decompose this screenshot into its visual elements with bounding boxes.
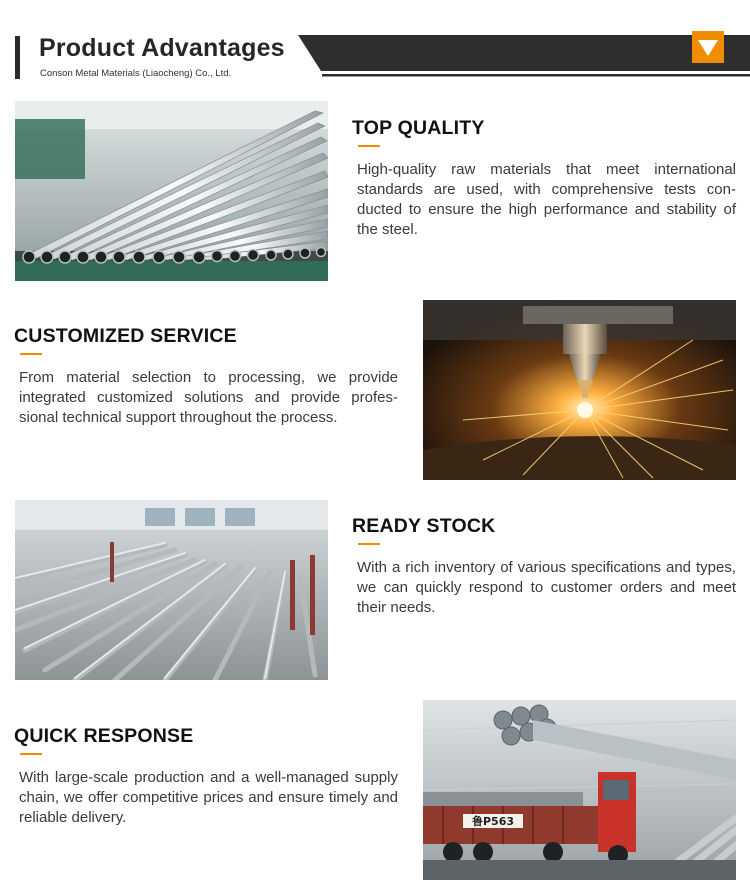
title-underline	[20, 353, 42, 355]
truck-plate-text: 鲁P563	[471, 815, 515, 828]
section-text-customized-service: From material selection to processing, we provide integrated customized solutions and provide profes-sional technical support throughout the process.	[19, 369, 398, 426]
title-underline	[358, 543, 380, 545]
title-underline	[358, 145, 380, 147]
section-title-top-quality: TOP QUALITY	[352, 117, 485, 139]
section-text-ready-stock: With a rich inventory of various specifications and types, we can quickly respond to customer orders and meet their needs.	[357, 559, 736, 616]
truck-loading-photo	[423, 700, 736, 880]
section-text-top-quality: High-quality raw materials that meet international standards are used, with comprehensive tests con-ducted to ensure the high performance and stability of the steel.	[357, 161, 736, 238]
title-underline	[20, 753, 42, 755]
chevron-down-icon	[692, 31, 724, 63]
section-title-ready-stock: READY STOCK	[352, 515, 496, 537]
section-title-quick-response: QUICK RESPONSE	[14, 725, 194, 747]
polished-tubes-photo	[15, 101, 328, 281]
section-text-quick-response: With large-scale production and a well-managed supply chain, we offer competitive prices and ensure timely and reliable delivery.	[19, 769, 398, 826]
laser-cutting-photo	[423, 300, 736, 480]
company-name: Conson Metal Materials (Liaocheng) Co., Ltd.	[40, 68, 232, 79]
page-title: Product Advantages	[39, 34, 285, 62]
section-title-customized-service: CUSTOMIZED SERVICE	[14, 325, 237, 347]
header-accent-bar	[15, 36, 20, 79]
warehouse-pipes-photo	[15, 500, 328, 680]
